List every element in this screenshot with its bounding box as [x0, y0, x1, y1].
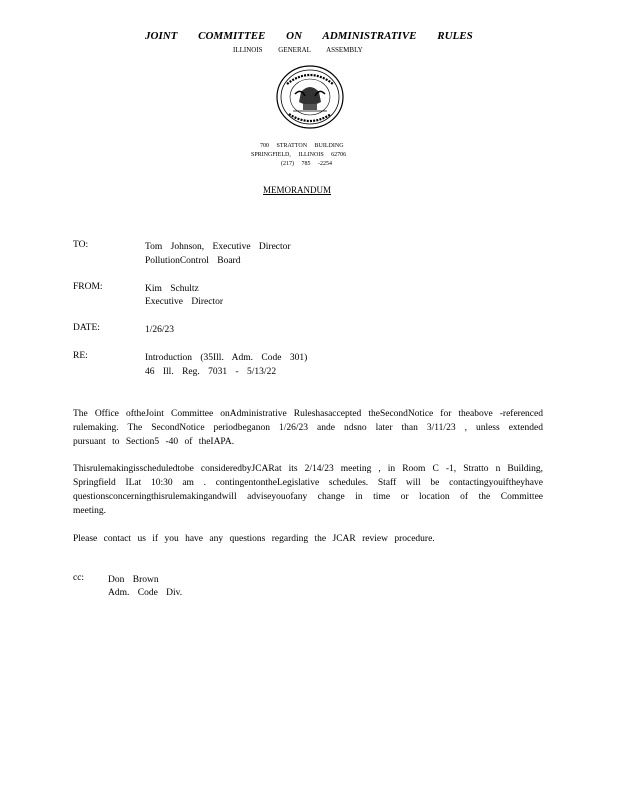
- from-title: Executive Director: [145, 297, 224, 307]
- state-seal-icon: [275, 64, 345, 130]
- cc-line-1: Don Brown: [108, 575, 159, 585]
- date-label: DATE:: [73, 323, 100, 333]
- to-organization: PollutionControl Board: [145, 256, 241, 266]
- to-name: Tom Johnson, Executive Director: [145, 242, 291, 252]
- memo-title: MEMORANDUM: [263, 185, 332, 195]
- to-label: TO:: [73, 240, 89, 250]
- date-value: 1/26/23: [145, 325, 175, 335]
- committee-title: JOINT COMMITTEE ON ADMINISTRATIVE RULES: [145, 30, 473, 42]
- body-paragraph-2: Thisrulemakingisscheduledtobe consideredbyJCARat its 2/14/23 meeting , in Room C -1, Stratto n Building, Springfield ILat 10:30 am . contingentontheLegislative schedules. Staff will be contactingyouiftheyhave questionsconcerningthisrulemakingandwill adviseyouofany change in time or location of the Committee meeting.: [73, 464, 543, 516]
- re-line-2: 46 Ill. Reg. 7031 - 5/13/22: [145, 367, 277, 377]
- body-paragraph-1: The Office oftheJoint Committee onAdministrative Ruleshasaccepted theSecondNotice for theabove -referenced rulemaking. The SecondNotice periodbeganon 1/26/23 ande ndsno later than 3/11/23 , unless extended pursuant to Section5 -40 of theIAPA.: [73, 409, 543, 447]
- from-label: FROM:: [73, 282, 103, 292]
- body-paragraph-3: Please contact us if you have any questions regarding the JCAR review procedure.: [73, 534, 435, 544]
- re-label: RE:: [73, 351, 88, 361]
- address-line-2: SPRINGFIELD, ILLINOIS 62706: [251, 152, 347, 158]
- cc-line-2: Adm. Code Div.: [108, 588, 183, 598]
- phone-number: (217) 785 -2254: [281, 161, 332, 167]
- re-line-1: Introduction (35Ill. Adm. Code 301): [145, 353, 308, 363]
- cc-label: cc:: [73, 573, 85, 583]
- from-name: Kim Schultz: [145, 284, 199, 294]
- address-line-1: 700 STRATTON BUILDING: [260, 143, 344, 149]
- assembly-subtitle: ILLINOIS GENERAL ASSEMBLY: [233, 46, 363, 54]
